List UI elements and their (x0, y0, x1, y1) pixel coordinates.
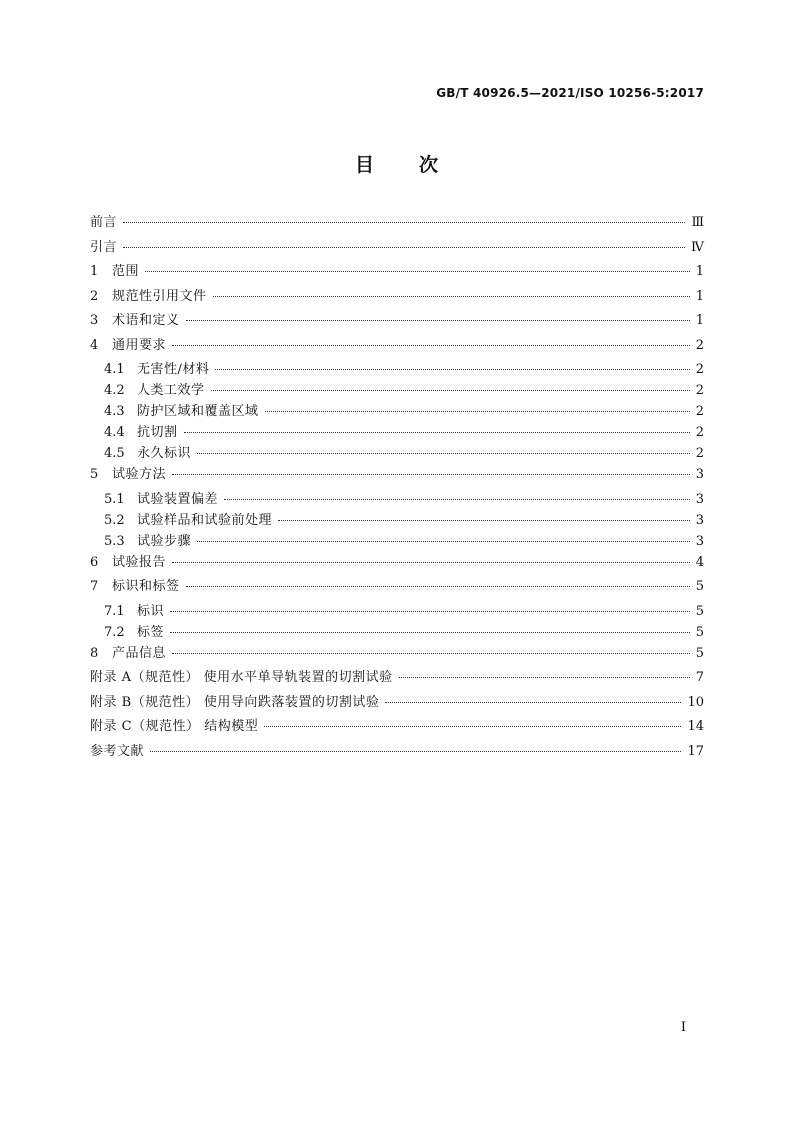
page-number: I (680, 1020, 686, 1035)
toc-entry-4-1[interactable] (90, 361, 704, 382)
title-char-1: 目 (354, 154, 375, 176)
toc-page: 2 (695, 446, 704, 461)
toc-label: 试验步骤 (137, 533, 192, 549)
toc-page: 2 (695, 425, 704, 440)
toc-label: 标识 (137, 603, 165, 619)
toc-number: 4.2 (104, 383, 125, 398)
toc-entry-4-2[interactable] (90, 382, 704, 403)
toc-page: 5 (695, 645, 704, 661)
toc-page: 2 (695, 362, 704, 377)
toc-page: Ⅳ (691, 239, 704, 255)
toc-entry-foreword[interactable] (90, 214, 704, 239)
toc-number: 6 (90, 554, 99, 570)
toc-number: 1 (90, 264, 99, 279)
toc-number: 2 (90, 288, 99, 304)
toc-page: 17 (687, 743, 704, 759)
toc-label: 附录 A（规范性） 使用水平单导轨装置的切割试验 (90, 670, 393, 685)
toc-number: 4.1 (104, 362, 125, 377)
toc-number: 4.3 (104, 404, 125, 419)
toc-label: 防护区域和覆盖区域 (137, 404, 259, 419)
toc-entry-5-1[interactable] (90, 491, 704, 512)
toc-page: 5 (695, 624, 704, 640)
toc-label: 附录 B（规范性） 使用导向跌落装置的切割试验 (90, 694, 380, 710)
standard-code: GB/T 40926.5—2021/ISO 10256-5:2017 (436, 86, 704, 100)
toc-page: 1 (695, 288, 704, 304)
toc-entry-5-2[interactable] (90, 512, 704, 533)
toc-entry-bibliography[interactable] (90, 743, 704, 768)
toc-entry-7-2[interactable] (90, 624, 704, 645)
toc-entry-annex-b[interactable] (90, 694, 704, 719)
toc-label: 范围 (112, 264, 140, 279)
toc-page: 3 (695, 467, 704, 482)
toc-page: Ⅲ (691, 215, 704, 230)
toc-label: 术语和定义 (112, 313, 180, 328)
toc-entry-3[interactable] (90, 312, 704, 337)
toc-number: 4.5 (104, 446, 125, 461)
toc-page: 3 (695, 491, 704, 507)
table-of-contents (90, 214, 704, 767)
toc-label: 前言 (90, 215, 118, 230)
toc-page: 1 (695, 264, 704, 279)
toc-entry-7-1[interactable] (90, 603, 704, 624)
toc-number: 5.1 (104, 491, 125, 507)
toc-label: 通用要求 (112, 337, 167, 353)
toc-number: 5.2 (104, 512, 125, 528)
toc-entry-7[interactable] (90, 578, 704, 603)
toc-entry-introduction[interactable] (90, 239, 704, 264)
toc-page: 5 (695, 579, 704, 594)
toc-entry-4[interactable] (90, 337, 704, 362)
title-char-2: 次 (419, 154, 440, 176)
toc-page: 14 (687, 719, 704, 734)
toc-label: 试验装置偏差 (137, 491, 219, 507)
toc-entry-5[interactable] (90, 466, 704, 491)
toc-entry-2[interactable] (90, 288, 704, 313)
toc-page: 3 (695, 533, 704, 549)
toc-label: 抗切割 (137, 425, 178, 440)
toc-entry-annex-a[interactable] (90, 669, 704, 694)
toc-page: 5 (695, 603, 704, 619)
toc-label: 试验报告 (112, 554, 167, 570)
toc-page: 2 (695, 383, 704, 398)
toc-label: 永久标识 (137, 446, 192, 461)
toc-page: 1 (695, 313, 704, 328)
toc-number: 4.4 (104, 425, 125, 440)
toc-page: 7 (695, 670, 704, 685)
toc-label: 人类工效学 (137, 383, 205, 398)
toc-label: 附录 C（规范性） 结构模型 (90, 719, 259, 734)
toc-label: 产品信息 (112, 645, 167, 661)
toc-label: 无害性/材料 (137, 362, 210, 377)
toc-label: 标签 (137, 624, 165, 640)
toc-page: 2 (695, 404, 704, 419)
toc-label: 标识和标签 (112, 579, 180, 594)
toc-number: 7 (90, 579, 99, 594)
toc-number: 4 (90, 337, 99, 353)
toc-page: 3 (695, 512, 704, 528)
toc-entry-5-3[interactable] (90, 533, 704, 554)
toc-number: 5.3 (104, 533, 125, 549)
toc-label: 参考文献 (90, 743, 145, 759)
toc-page: 2 (695, 337, 704, 353)
toc-entry-1[interactable] (90, 263, 704, 288)
toc-number: 7.2 (104, 624, 125, 640)
toc-number: 5 (90, 467, 99, 482)
toc-number: 7.1 (104, 603, 125, 619)
toc-number: 3 (90, 313, 99, 328)
page-title (0, 150, 794, 177)
toc-page: 10 (687, 694, 704, 710)
toc-entry-6[interactable] (90, 554, 704, 579)
toc-label: 试验样品和试验前处理 (137, 512, 273, 528)
toc-label: 试验方法 (112, 467, 167, 482)
toc-label: 规范性引用文件 (112, 288, 207, 304)
toc-entry-4-3[interactable] (90, 403, 704, 424)
toc-entry-annex-c[interactable] (90, 718, 704, 743)
toc-label: 引言 (90, 239, 118, 255)
toc-entry-8[interactable] (90, 645, 704, 670)
toc-entry-4-4[interactable] (90, 424, 704, 445)
toc-page: 4 (695, 554, 704, 570)
toc-number: 8 (90, 645, 99, 661)
toc-entry-4-5[interactable] (90, 445, 704, 466)
